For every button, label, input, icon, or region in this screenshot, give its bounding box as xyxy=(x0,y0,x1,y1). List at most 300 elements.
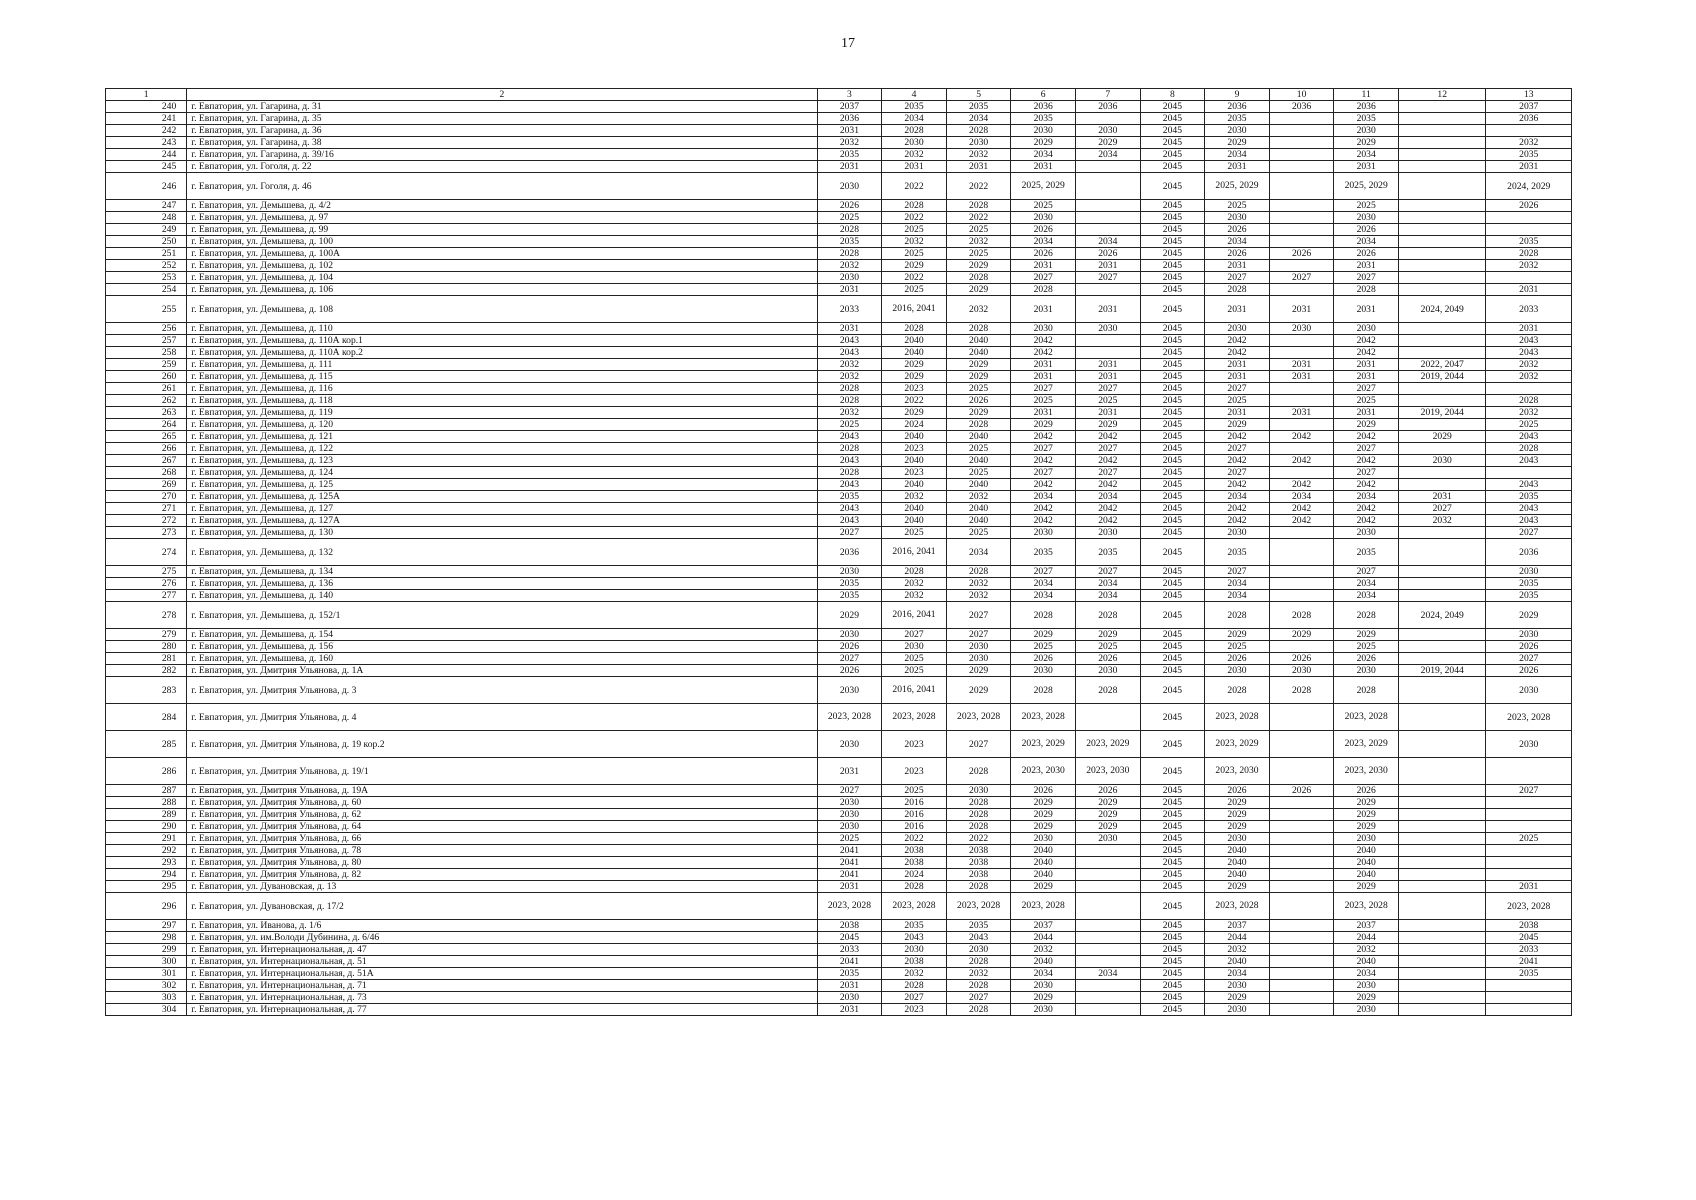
year-cell xyxy=(1269,992,1334,1004)
year-cell xyxy=(1486,272,1572,284)
year-cell: 2028 xyxy=(1076,602,1141,629)
year-cell xyxy=(1398,881,1486,893)
year-cell: 2029 xyxy=(946,665,1011,677)
year-cell xyxy=(1076,857,1141,869)
row-number: 285 xyxy=(106,731,187,758)
row-number: 264 xyxy=(106,419,187,431)
row-number: 251 xyxy=(106,248,187,260)
year-cell: 2030 xyxy=(946,785,1011,797)
table-row xyxy=(106,371,1572,383)
year-cell: 2028 xyxy=(1334,677,1399,704)
year-cell: 2031 xyxy=(1334,371,1399,383)
year-cell: 2019, 2044 xyxy=(1398,665,1486,677)
table-row xyxy=(106,296,1572,323)
year-cell xyxy=(1269,956,1334,968)
year-cell: 2038 xyxy=(882,857,947,869)
year-cell: 2040 xyxy=(882,335,947,347)
year-cell: 2032 xyxy=(1486,137,1572,149)
year-cell xyxy=(1269,149,1334,161)
year-cell: 2045 xyxy=(1140,932,1205,944)
year-cell: 2036 xyxy=(1334,101,1399,113)
year-cell: 2043 xyxy=(1486,503,1572,515)
year-cell xyxy=(1398,443,1486,455)
year-cell: 2035 xyxy=(1205,113,1270,125)
year-cell: 2028 xyxy=(946,821,1011,833)
year-cell: 2043 xyxy=(1486,335,1572,347)
year-cell: 2045 xyxy=(1140,578,1205,590)
year-cell xyxy=(1269,641,1334,653)
year-cell: 2026 xyxy=(817,665,882,677)
address-cell: г. Евпатория, ул. Демышева, д. 130 xyxy=(187,527,817,539)
year-cell: 2027 xyxy=(1011,272,1076,284)
year-cell xyxy=(1269,212,1334,224)
year-cell xyxy=(1486,857,1572,869)
year-cell: 2025 xyxy=(1076,641,1141,653)
year-cell: 2029 xyxy=(1205,881,1270,893)
year-cell xyxy=(1398,758,1486,785)
row-number: 277 xyxy=(106,590,187,602)
year-cell xyxy=(1269,137,1334,149)
row-number: 295 xyxy=(106,881,187,893)
year-cell: 2031 xyxy=(817,161,882,173)
year-cell xyxy=(1486,797,1572,809)
year-cell xyxy=(1398,845,1486,857)
year-cell: 2035 xyxy=(817,491,882,503)
year-cell: 2030 xyxy=(882,137,947,149)
year-cell: 2028 xyxy=(817,248,882,260)
year-cell: 2022 xyxy=(946,833,1011,845)
row-number: 262 xyxy=(106,395,187,407)
year-cell: 2029 xyxy=(1011,629,1076,641)
year-cell xyxy=(1076,944,1141,956)
year-cell: 2022, 2047 xyxy=(1398,359,1486,371)
year-cell: 2025 xyxy=(1076,395,1141,407)
year-cell: 2027 xyxy=(1334,443,1399,455)
table-row xyxy=(106,992,1572,1004)
year-cell: 2043 xyxy=(1486,347,1572,359)
year-cell: 2026 xyxy=(1205,224,1270,236)
year-cell: 2029 xyxy=(1076,419,1141,431)
year-cell: 2045 xyxy=(1140,296,1205,323)
table-row xyxy=(106,857,1572,869)
data-table-container xyxy=(105,88,1572,1016)
year-cell: 2045 xyxy=(1140,419,1205,431)
year-cell: 2028 xyxy=(946,1004,1011,1016)
year-cell: 2045 xyxy=(1140,704,1205,731)
row-number: 255 xyxy=(106,296,187,323)
address-cell: г. Евпатория, ул. Демышева, д. 122 xyxy=(187,443,817,455)
year-cell xyxy=(1398,731,1486,758)
year-cell: 2042 xyxy=(1334,479,1399,491)
year-cell: 2030 xyxy=(1486,629,1572,641)
year-cell xyxy=(1398,335,1486,347)
year-cell: 2030 xyxy=(1011,212,1076,224)
year-cell xyxy=(1398,932,1486,944)
year-cell xyxy=(1486,821,1572,833)
row-number: 260 xyxy=(106,371,187,383)
address-cell: г. Евпатория, ул. Демышева, д. 121 xyxy=(187,431,817,443)
year-cell: 2040 xyxy=(1205,956,1270,968)
year-cell: 2031 xyxy=(1334,359,1399,371)
year-cell: 2030 xyxy=(1486,566,1572,578)
row-number: 291 xyxy=(106,833,187,845)
year-cell: 2028 xyxy=(1486,248,1572,260)
year-cell: 2027 xyxy=(1398,503,1486,515)
year-cell: 2035 xyxy=(1486,149,1572,161)
year-cell: 2045 xyxy=(1140,641,1205,653)
year-cell: 2040 xyxy=(1011,845,1076,857)
year-cell xyxy=(1269,845,1334,857)
address-cell: г. Евпатория, ул. Гагарина, д. 31 xyxy=(187,101,817,113)
column-header: 7 xyxy=(1076,89,1141,101)
year-cell: 2043 xyxy=(946,932,1011,944)
year-cell: 2031 xyxy=(882,161,947,173)
year-cell: 2029 xyxy=(882,407,947,419)
year-cell xyxy=(1269,200,1334,212)
year-cell: 2026 xyxy=(817,200,882,212)
year-cell: 2031 xyxy=(1334,296,1399,323)
year-cell: 2040 xyxy=(946,455,1011,467)
year-cell: 2023, 2029 xyxy=(1076,731,1141,758)
year-cell: 2030 xyxy=(1011,980,1076,992)
year-cell: 2045 xyxy=(1140,797,1205,809)
year-cell: 2029 xyxy=(882,371,947,383)
year-cell: 2026 xyxy=(1334,653,1399,665)
row-number: 279 xyxy=(106,629,187,641)
year-cell xyxy=(1398,920,1486,932)
year-cell: 2026 xyxy=(1269,248,1334,260)
year-cell: 2045 xyxy=(1140,785,1205,797)
table-row xyxy=(106,980,1572,992)
year-cell xyxy=(1398,704,1486,731)
year-cell: 2041 xyxy=(817,956,882,968)
year-cell: 2030 xyxy=(1011,125,1076,137)
year-cell: 2042 xyxy=(1205,479,1270,491)
year-cell: 2035 xyxy=(1486,968,1572,980)
year-cell: 2027 xyxy=(1334,383,1399,395)
year-cell: 2027 xyxy=(1205,383,1270,395)
address-cell: г. Евпатория, ул. Интернациональная, д. 47 xyxy=(187,944,817,956)
year-cell: 2040 xyxy=(1334,845,1399,857)
year-cell: 2042 xyxy=(1076,503,1141,515)
year-cell: 2023, 2028 xyxy=(1334,704,1399,731)
year-cell xyxy=(1076,1004,1141,1016)
year-cell: 2029 xyxy=(1205,821,1270,833)
address-cell: г. Евпатория, ул. Демышева, д. 127А xyxy=(187,515,817,527)
year-cell xyxy=(1398,539,1486,566)
year-cell: 2026 xyxy=(946,395,1011,407)
year-cell: 2026 xyxy=(1011,224,1076,236)
row-number: 246 xyxy=(106,173,187,200)
row-number: 247 xyxy=(106,200,187,212)
address-cell: г. Евпатория, ул. Демышева, д. 104 xyxy=(187,272,817,284)
year-cell: 2031 xyxy=(1269,371,1334,383)
table-row xyxy=(106,323,1572,335)
year-cell: 2030 xyxy=(1205,665,1270,677)
year-cell xyxy=(1398,224,1486,236)
address-cell: г. Евпатория, ул. Дмитрия Ульянова, д. 82 xyxy=(187,869,817,881)
year-cell: 2029 xyxy=(946,359,1011,371)
year-cell: 2023, 2028 xyxy=(882,704,947,731)
year-cell: 2030 xyxy=(817,797,882,809)
table-row xyxy=(106,407,1572,419)
year-cell: 2035 xyxy=(817,578,882,590)
year-cell: 2025 xyxy=(946,224,1011,236)
year-cell: 2025 xyxy=(946,527,1011,539)
year-cell xyxy=(1269,236,1334,248)
year-cell xyxy=(1398,641,1486,653)
row-number: 267 xyxy=(106,455,187,467)
year-cell: 2029 xyxy=(1076,821,1141,833)
year-cell: 2028 xyxy=(1486,395,1572,407)
year-cell: 2029 xyxy=(1334,629,1399,641)
year-cell: 2035 xyxy=(1486,491,1572,503)
year-cell: 2045 xyxy=(1140,833,1205,845)
address-cell: г. Евпатория, ул. Демышева, д. 99 xyxy=(187,224,817,236)
data-table xyxy=(105,88,1572,1016)
year-cell: 2029 xyxy=(1334,992,1399,1004)
year-cell: 2031 xyxy=(1011,359,1076,371)
year-cell: 2031 xyxy=(1486,161,1572,173)
table-row xyxy=(106,419,1572,431)
year-cell: 2025 xyxy=(1334,641,1399,653)
year-cell: 2023, 2028 xyxy=(946,893,1011,920)
year-cell: 2041 xyxy=(817,869,882,881)
year-cell xyxy=(1269,539,1334,566)
year-cell: 2042 xyxy=(1205,431,1270,443)
year-cell: 2032 xyxy=(1486,260,1572,272)
year-cell: 2045 xyxy=(1140,431,1205,443)
year-cell: 2045 xyxy=(1140,359,1205,371)
year-cell: 2030 xyxy=(817,992,882,1004)
year-cell: 2045 xyxy=(1140,173,1205,200)
year-cell: 2045 xyxy=(1140,920,1205,932)
year-cell: 2031 xyxy=(1076,260,1141,272)
year-cell: 2025 xyxy=(1205,641,1270,653)
year-cell: 2027 xyxy=(1076,272,1141,284)
year-cell: 2027 xyxy=(1486,527,1572,539)
year-cell: 2034 xyxy=(1334,491,1399,503)
year-cell: 2034 xyxy=(1011,968,1076,980)
year-cell: 2025 xyxy=(946,467,1011,479)
year-cell: 2045 xyxy=(1486,932,1572,944)
year-cell: 2038 xyxy=(882,956,947,968)
table-row xyxy=(106,797,1572,809)
address-cell: г. Евпатория, ул. Дмитрия Ульянова, д. 4 xyxy=(187,704,817,731)
year-cell: 2028 xyxy=(946,125,1011,137)
row-number: 261 xyxy=(106,383,187,395)
year-cell: 2045 xyxy=(1140,467,1205,479)
year-cell: 2030 xyxy=(1011,1004,1076,1016)
row-number: 273 xyxy=(106,527,187,539)
year-cell xyxy=(1398,200,1486,212)
year-cell: 2032 xyxy=(1486,407,1572,419)
year-cell: 2034 xyxy=(1011,491,1076,503)
year-cell: 2030 xyxy=(1205,323,1270,335)
year-cell: 2036 xyxy=(817,113,882,125)
year-cell: 2030 xyxy=(882,641,947,653)
year-cell: 2045 xyxy=(1140,992,1205,1004)
year-cell: 2031 xyxy=(1334,407,1399,419)
row-number: 244 xyxy=(106,149,187,161)
year-cell: 2029 xyxy=(946,677,1011,704)
year-cell: 2032 xyxy=(882,968,947,980)
year-cell: 2029 xyxy=(1334,809,1399,821)
year-cell xyxy=(1398,284,1486,296)
row-number: 287 xyxy=(106,785,187,797)
year-cell: 2033 xyxy=(817,296,882,323)
year-cell: 2032 xyxy=(946,296,1011,323)
year-cell: 2028 xyxy=(946,881,1011,893)
address-cell: г. Евпатория, ул. Демышева, д. 118 xyxy=(187,395,817,407)
year-cell: 2030 xyxy=(1076,323,1141,335)
year-cell: 2035 xyxy=(882,101,947,113)
year-cell: 2036 xyxy=(1205,101,1270,113)
year-cell xyxy=(1269,173,1334,200)
table-row xyxy=(106,578,1572,590)
year-cell: 2022 xyxy=(946,212,1011,224)
year-cell: 2030 xyxy=(1486,677,1572,704)
address-cell: г. Евпатория, ул. Демышева, д. 102 xyxy=(187,260,817,272)
year-cell xyxy=(1398,101,1486,113)
year-cell: 2031 xyxy=(1486,881,1572,893)
year-cell xyxy=(1398,173,1486,200)
year-cell: 2028 xyxy=(817,395,882,407)
year-cell xyxy=(1076,893,1141,920)
year-cell xyxy=(1269,704,1334,731)
address-cell: г. Евпатория, ул. Демышева, д. 4/2 xyxy=(187,200,817,212)
year-cell xyxy=(1398,869,1486,881)
year-cell: 2040 xyxy=(1205,869,1270,881)
year-cell: 2035 xyxy=(946,101,1011,113)
year-cell: 2027 xyxy=(817,653,882,665)
year-cell: 2045 xyxy=(1140,335,1205,347)
table-row xyxy=(106,335,1572,347)
address-cell: г. Евпатория, ул. Дмитрия Ульянова, д. 60 xyxy=(187,797,817,809)
year-cell: 2028 xyxy=(817,443,882,455)
year-cell xyxy=(1398,677,1486,704)
year-cell: 2027 xyxy=(946,992,1011,1004)
table-row xyxy=(106,602,1572,629)
year-cell: 2026 xyxy=(1205,653,1270,665)
year-cell: 2045 xyxy=(1140,845,1205,857)
address-cell: г. Евпатория, ул. Интернациональная, д. 77 xyxy=(187,1004,817,1016)
year-cell: 2027 xyxy=(1334,272,1399,284)
year-cell: 2029 xyxy=(1205,419,1270,431)
year-cell: 2027 xyxy=(1076,566,1141,578)
year-cell: 2035 xyxy=(1486,236,1572,248)
year-cell: 2016, 2041 xyxy=(882,602,947,629)
table-row xyxy=(106,869,1572,881)
row-number: 269 xyxy=(106,479,187,491)
year-cell xyxy=(1076,881,1141,893)
row-number: 275 xyxy=(106,566,187,578)
page-number: 17 xyxy=(841,36,855,51)
year-cell xyxy=(1269,833,1334,845)
year-cell: 2032 xyxy=(817,359,882,371)
year-cell: 2038 xyxy=(1486,920,1572,932)
column-header: 8 xyxy=(1140,89,1205,101)
year-cell: 2028 xyxy=(946,758,1011,785)
address-cell: г. Евпатория, ул. Демышева, д. 116 xyxy=(187,383,817,395)
year-cell: 2023, 2028 xyxy=(1011,704,1076,731)
table-row xyxy=(106,785,1572,797)
year-cell: 2031 xyxy=(1334,161,1399,173)
year-cell: 2032 xyxy=(1486,359,1572,371)
year-cell: 2030 xyxy=(1269,665,1334,677)
year-cell xyxy=(1398,590,1486,602)
year-cell: 2040 xyxy=(946,515,1011,527)
row-number: 241 xyxy=(106,113,187,125)
year-cell xyxy=(1486,224,1572,236)
year-cell: 2022 xyxy=(882,395,947,407)
row-number: 299 xyxy=(106,944,187,956)
year-cell: 2045 xyxy=(1140,956,1205,968)
year-cell: 2026 xyxy=(1269,785,1334,797)
column-header: 2 xyxy=(187,89,817,101)
year-cell: 2031 xyxy=(817,980,882,992)
column-header: 13 xyxy=(1486,89,1572,101)
year-cell: 2023, 2028 xyxy=(1334,893,1399,920)
year-cell: 2023, 2029 xyxy=(1011,731,1076,758)
year-cell: 2030 xyxy=(1011,833,1076,845)
year-cell: 2031 xyxy=(946,161,1011,173)
row-number: 301 xyxy=(106,968,187,980)
year-cell: 2023, 2030 xyxy=(1076,758,1141,785)
table-row xyxy=(106,260,1572,272)
year-cell: 2038 xyxy=(946,869,1011,881)
year-cell xyxy=(1269,395,1334,407)
year-cell: 2042 xyxy=(1205,335,1270,347)
year-cell: 2032 xyxy=(946,149,1011,161)
year-cell: 2026 xyxy=(1486,200,1572,212)
year-cell xyxy=(1398,272,1486,284)
year-cell xyxy=(1398,527,1486,539)
year-cell xyxy=(1398,125,1486,137)
year-cell: 2034 xyxy=(1205,491,1270,503)
year-cell: 2028 xyxy=(946,323,1011,335)
year-cell: 2033 xyxy=(817,944,882,956)
year-cell: 2045 xyxy=(1140,944,1205,956)
address-cell: г. Евпатория, ул. Демышева, д. 111 xyxy=(187,359,817,371)
year-cell: 2040 xyxy=(1011,869,1076,881)
year-cell: 2042 xyxy=(1011,335,1076,347)
year-cell: 2030 xyxy=(1205,125,1270,137)
year-cell xyxy=(1269,260,1334,272)
year-cell: 2036 xyxy=(1076,101,1141,113)
address-cell: г. Евпатория, ул. Демышева, д. 152/1 xyxy=(187,602,817,629)
year-cell: 2031 xyxy=(1011,296,1076,323)
year-cell: 2032 xyxy=(882,578,947,590)
year-cell: 2045 xyxy=(1140,515,1205,527)
year-cell xyxy=(1269,1004,1334,1016)
year-cell xyxy=(1269,821,1334,833)
year-cell: 2019, 2044 xyxy=(1398,371,1486,383)
row-number: 304 xyxy=(106,1004,187,1016)
year-cell: 2034 xyxy=(1011,590,1076,602)
year-cell: 2030 xyxy=(946,944,1011,956)
year-cell: 2025 xyxy=(1334,395,1399,407)
year-cell: 2040 xyxy=(1205,845,1270,857)
year-cell: 2024, 2049 xyxy=(1398,296,1486,323)
year-cell: 2029 xyxy=(1011,797,1076,809)
year-cell: 2038 xyxy=(946,845,1011,857)
row-number: 283 xyxy=(106,677,187,704)
year-cell xyxy=(1398,653,1486,665)
year-cell: 2028 xyxy=(1205,284,1270,296)
year-cell: 2042 xyxy=(1205,503,1270,515)
year-cell: 2030 xyxy=(1334,1004,1399,1016)
